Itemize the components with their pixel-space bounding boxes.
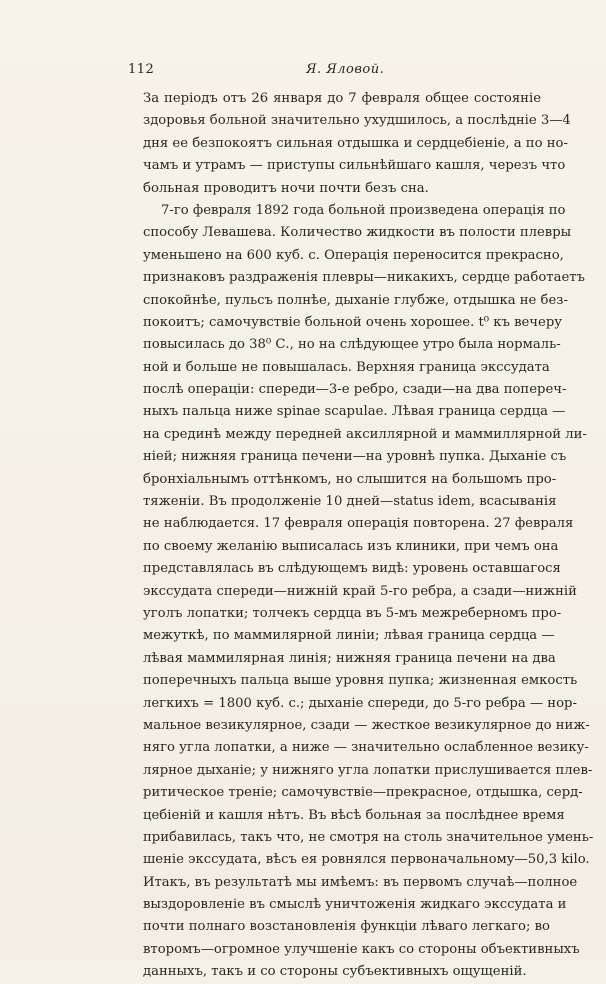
text-line: легкихъ = 1800 куб. с.; дыханіе спереди, до 5-го ребра — нор-	[143, 695, 577, 711]
text-line: экссудата спереди—нижній край 5-го ребра, а сзади—нижній	[143, 583, 577, 599]
text-line: прибавилась, такъ что, не смотря на столь значительное умень-	[143, 829, 594, 845]
text-line: межуткѣ, по маммилярной линіи; лѣвая граница сердца —	[143, 628, 555, 644]
text-line: дня ее безпокоятъ сильная отдышка и сердцебіеніе, а по но-	[143, 135, 568, 151]
text-line: поперечныхъ пальца выше уровня пупка; жизненная емкость	[143, 673, 578, 689]
page-number: 112	[128, 62, 155, 77]
text-line: выздоровленіе въ смыслѣ уничтоженія жидкаго экссудата и	[143, 897, 567, 913]
running-head: Я. Яловой.	[306, 62, 385, 77]
text-line: почти полнаго возстановленія функціи лѣваго легкаго; во	[143, 919, 550, 935]
text-line: спокойнѣе, пульсъ полнѣе, дыханіе глубже, отдышка не без-	[143, 292, 568, 308]
text-line: мальное везикулярное, сзади — жесткое везикулярное до ниж-	[143, 717, 590, 733]
body-text	[143, 88, 594, 984]
text-line: на срединѣ между передней аксиллярной и маммиллярной ли-	[143, 426, 587, 442]
text-line: здоровья больной значительно ухудшилось, а послѣдніе 3—4	[143, 113, 571, 129]
text-line: ныхъ пальца ниже spinae scapulae. Лѣвая граница сердца —	[143, 404, 566, 420]
text-line: За періодъ отъ 26 января до 7 февраля общее состояніе	[143, 91, 541, 106]
text-line: цебіеній и кашля нѣтъ. Въ вѣсѣ больная за послѣднее время	[143, 807, 565, 823]
text-line: уголъ лопатки; толчекъ сердца въ 5-мъ межреберномъ про-	[143, 605, 562, 621]
text-line: уменьшено на 600 куб. с. Операція переносится прекрасно,	[143, 247, 564, 263]
text-line: послѣ операціи: спереди—3-е ребро, сзади—на два попереч-	[143, 382, 567, 398]
text-line: чамъ и утрамъ — приступы сильнѣйшаго кашля, черезъ что	[143, 158, 566, 174]
text-line: шеніе экссудата, вѣсъ ея ровнялся первоначальному—50,3 kilo.	[143, 852, 590, 868]
text-line: ніей; нижняя граница печени—на уровнѣ пупка. Дыханіе съ	[143, 449, 567, 465]
text-line: признаковъ раздраженія плевры—никакихъ, сердце работаетъ	[143, 270, 585, 286]
text-line: способу Левашева. Количество жидкости въ полости плевры	[143, 225, 572, 241]
text-line: повысилась до 38⁰ С., но на слѣдующее утро была нормаль-	[143, 337, 561, 353]
text-line: няго угла лопатки, а ниже — значительно ослабленное везику-	[143, 740, 589, 756]
text-line: бронхіальнымъ оттѣнкомъ, но слышится на большомъ про-	[143, 471, 557, 487]
text-line: тяженіи. Въ продолженіе 10 дней—status idem, всасыванія	[143, 494, 557, 510]
text-line: данныхъ, такъ и со стороны субъективныхъ ощущеній.	[143, 964, 527, 980]
text-line: ритическое треніе; самочувствіе—прекрасное, отдышка, серд-	[143, 785, 583, 801]
text-line: второмъ—огромное улучшеніе какъ со стороны объективныхъ	[143, 941, 580, 957]
text-line: покоитъ; самочувствіе больной очень хорошее. t⁰ къ вечеру	[143, 314, 563, 330]
page-header	[128, 62, 538, 82]
text-line: больная проводитъ ночи почти безъ сна.	[143, 180, 429, 196]
text-line: ной и больше не повышалась. Верхняя граница экссудата	[143, 359, 550, 375]
text-line: лярное дыханіе; у нижняго угла лопатки прислушивается плев-	[143, 762, 593, 778]
text-line: лѣвая маммилярная линія; нижняя граница печени на два	[143, 650, 556, 666]
text-line: Итакъ, въ результатѣ мы имѣемъ: въ первомъ случаѣ—полное	[143, 874, 578, 890]
text-line: по своему желанію выписалась изъ клиники, при чемъ она	[143, 538, 559, 554]
text-line: 7-го февраля 1892 года больной произведена операція по	[161, 202, 566, 218]
text-line: представлялась въ слѣдующемъ видѣ: уровень оставшагося	[143, 561, 561, 577]
text-line: не наблюдается. 17 февраля операція повторена. 27 февраля	[143, 516, 574, 532]
